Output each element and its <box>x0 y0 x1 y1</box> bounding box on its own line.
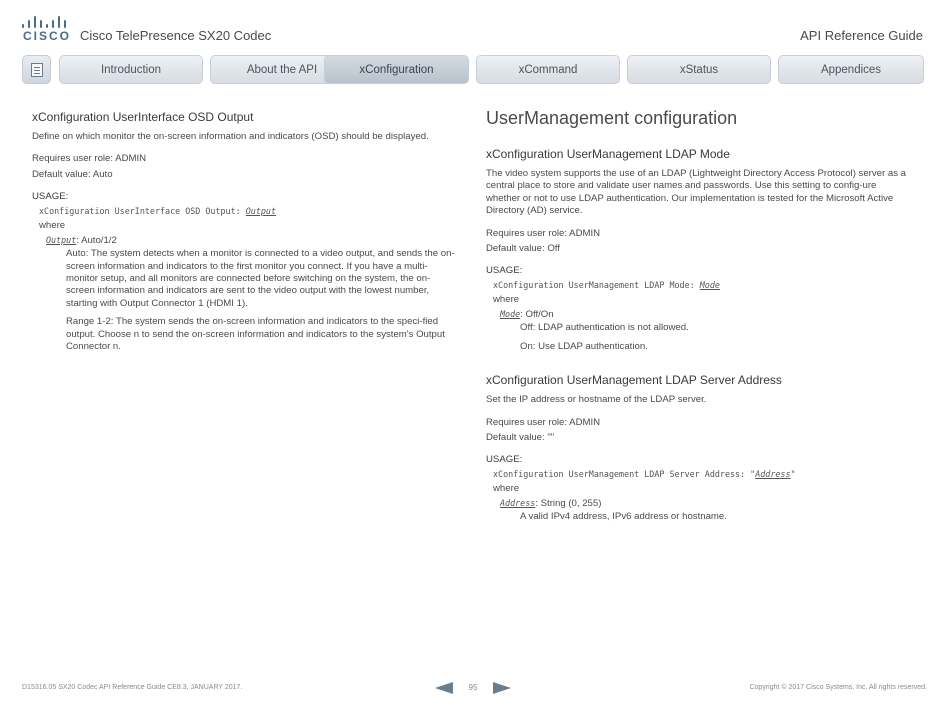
ldap-server-role: Requires user role: ADMIN <box>486 416 601 428</box>
tab-introduction[interactable]: Introduction <box>59 55 203 84</box>
osd-output-param: Output: Auto/1/2 <box>46 235 117 247</box>
ldap-server-description: Set the IP address or hostname of the LDAP server. <box>486 394 707 406</box>
ldap-mode-default: Default value: Off <box>486 243 560 255</box>
logo-text: CISCO <box>23 29 72 43</box>
osd-output-description: Define on which monitor the on-screen information and indicators (OSD) should be displayed. <box>32 131 429 142</box>
top-navigation <box>22 55 924 84</box>
tab-xstatus[interactable]: xStatus <box>627 55 771 84</box>
ldap-server-param: Address: String (0, 255) <box>500 498 602 510</box>
tab-xconfiguration[interactable]: xConfiguration <box>324 55 469 84</box>
footer-document-id: D15316.05 SX20 Codec API Reference Guide CE8.3, JANUARY 2017. <box>22 684 243 691</box>
osd-output-usage-code: xConfiguration UserInterface OSD Output: Output <box>39 206 276 217</box>
right-column <box>486 108 911 530</box>
ldap-mode-desc-off: Off: LDAP authentication is not allowed. <box>520 322 689 334</box>
tab-xcommand[interactable]: xCommand <box>476 55 620 84</box>
ldap-mode-usage-label: USAGE: <box>486 265 523 277</box>
page-number: 95 <box>468 683 478 692</box>
previous-page-arrow-icon[interactable] <box>435 682 453 694</box>
ldap-mode-title: xConfiguration UserManagement LDAP Mode <box>486 147 730 161</box>
footer-copyright: Copyright © 2017 Cisco Systems, Inc. All rights reserved. <box>749 684 927 691</box>
osd-output-desc-auto: Auto: The system detects when a monitor is connected to a video output, and sends the on-screen information and indicators to the first monitor you connect. If you have a multi-monitor setup, and all monitors are connected before switching on the system, the on-screen information and indicators are sent to the video output with the lowest number, starting with Output Connector 1 (HDMI 1). <box>66 248 455 309</box>
ldap-mode-where: where <box>493 294 520 306</box>
ldap-server-default: Default value: "" <box>486 432 555 444</box>
left-column <box>32 110 457 359</box>
osd-output-default: Default value: Auto <box>32 168 113 180</box>
osd-output-title: xConfiguration UserInterface OSD Output <box>32 110 254 124</box>
ldap-server-title: xConfiguration UserManagement LDAP Server Address <box>486 373 782 388</box>
ldap-mode-usage-code: xConfiguration UserManagement LDAP Mode: Mode <box>493 280 720 291</box>
ldap-mode-param: Mode: Off/On <box>500 309 554 321</box>
guide-title: API Reference Guide <box>800 28 923 43</box>
product-title: Cisco TelePresence SX20 Codec <box>80 28 272 43</box>
tab-appendices[interactable]: Appendices <box>778 55 924 84</box>
osd-output-usage-label: USAGE: <box>32 191 69 203</box>
osd-output-where: where <box>39 220 66 232</box>
document-menu-icon[interactable] <box>22 55 51 84</box>
section-title: UserManagement configuration <box>486 108 738 128</box>
next-page-arrow-icon[interactable] <box>493 682 511 694</box>
osd-output-desc-range: Range 1-2: The system sends the on-screen information and indicators to the speci-fied output. Choose n to send the on-screen information and indicators to the system's Output Connector n. <box>66 316 445 353</box>
cisco-logo <box>22 16 72 43</box>
ldap-server-usage-label: USAGE: <box>486 454 523 466</box>
ldap-server-where: where <box>493 483 520 495</box>
ldap-mode-description: The video system supports the use of an LDAP (Lightweight Directory Access Protocol) server as a central place to store and validate user names and passwords. Use this setting to config-ure whether or not to use LDAP authentication. Our implementation is tested for the Microsoft Active Directory (AD) service. <box>486 168 907 217</box>
tab-about-the-api[interactable]: About the API <box>210 55 354 84</box>
ldap-server-desc: A valid IPv4 address, IPv6 address or hostname. <box>520 511 727 523</box>
cisco-logo-icon <box>22 16 66 28</box>
ldap-server-usage-code: xConfiguration UserManagement LDAP Server Address: "Address" <box>493 469 796 480</box>
osd-output-role: Requires user role: ADMIN <box>32 153 147 165</box>
ldap-mode-role: Requires user role: ADMIN <box>486 227 601 239</box>
ldap-mode-desc-on: On: Use LDAP authentication. <box>520 340 648 352</box>
